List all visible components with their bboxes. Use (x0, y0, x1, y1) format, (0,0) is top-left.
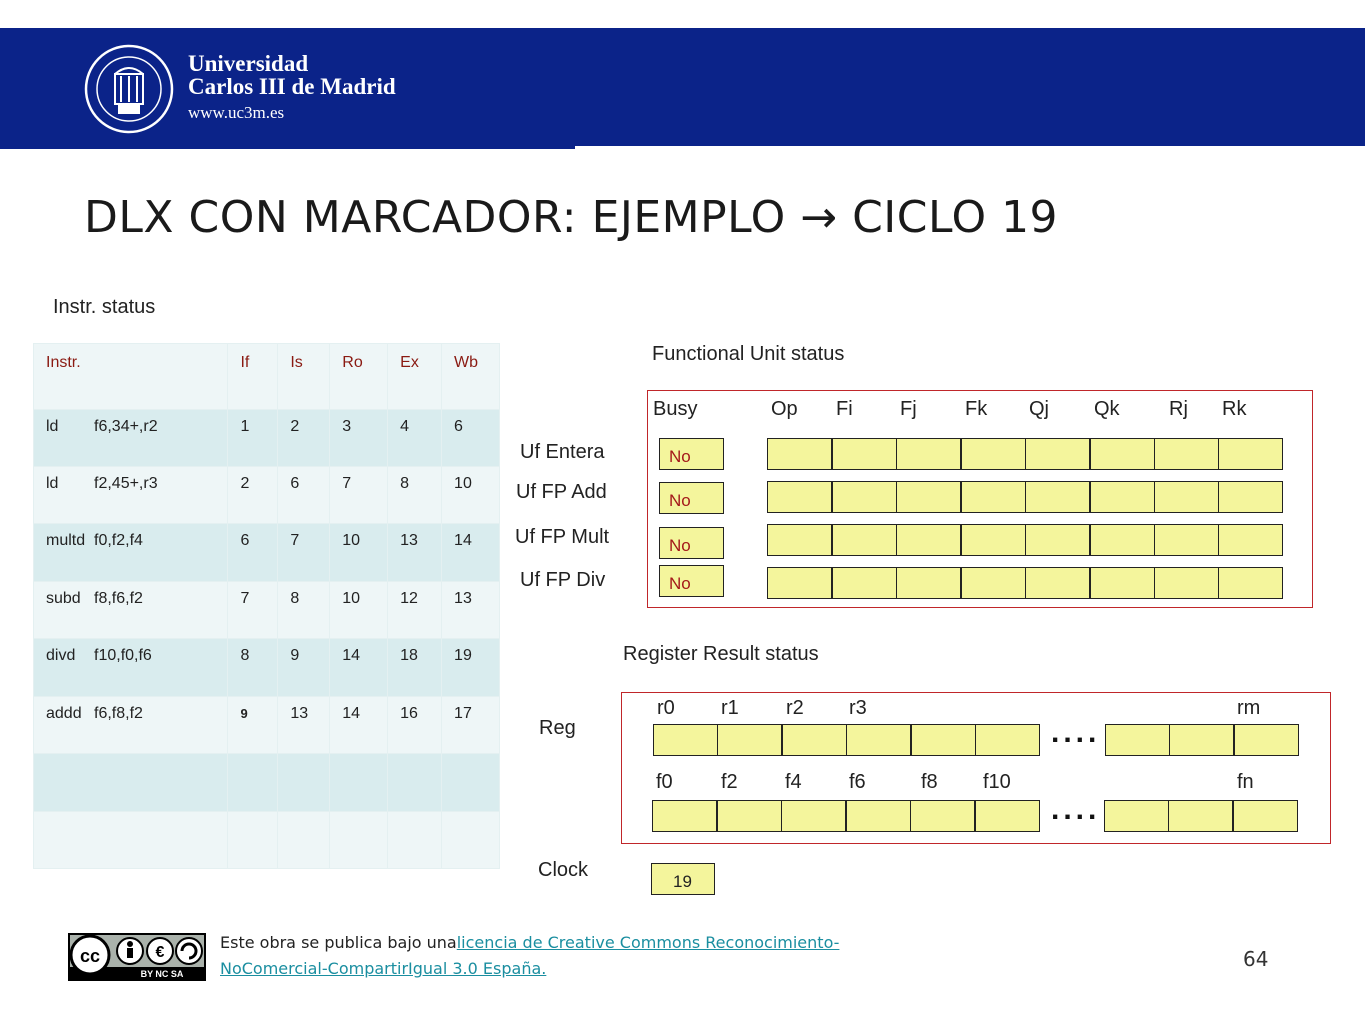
col-header-ro: Ro (330, 344, 388, 410)
reg-name-r1: r1 (721, 697, 739, 719)
fu-col-op: Op (771, 398, 798, 420)
reg-name-f2: f2 (721, 771, 738, 793)
register-cell (846, 724, 911, 756)
register-cell (1104, 800, 1169, 832)
fu-unit-fp-div-label: Uf FP Div (520, 569, 606, 591)
license-link[interactable]: licencia de Creative Commons Reconocimiento-NoComercial-CompartirIgual 3.0 España. (220, 933, 840, 978)
instr-cell (34, 409, 228, 466)
table-cell (442, 754, 500, 811)
fu-field-cell (1218, 524, 1283, 556)
fu-field-cell (1218, 438, 1283, 470)
table-cell (278, 754, 330, 811)
table-row-empty (34, 811, 500, 868)
table-cell: 3 (330, 409, 388, 466)
table-cell: 13 (278, 696, 330, 753)
fu-busy-fp-mult: No (659, 527, 724, 559)
fu-field-cell (832, 567, 897, 599)
fu-field-cell (1154, 481, 1219, 513)
table-row (34, 524, 500, 581)
register-cell (1168, 800, 1233, 832)
fu-field-cell (767, 438, 832, 470)
table-cell: 8 (388, 467, 442, 524)
table-header-row (34, 344, 500, 410)
fu-field-cell (1154, 438, 1219, 470)
table-row-empty (34, 754, 500, 811)
instr-op: addd (46, 704, 82, 722)
instr-op: multd (46, 532, 86, 550)
table-cell (388, 811, 442, 868)
table-cell: 7 (278, 524, 330, 581)
table-cell: 4 (388, 409, 442, 466)
reg-name-r2: r2 (786, 697, 804, 719)
reg-name-f4: f4 (785, 771, 802, 793)
instr-cell (34, 524, 228, 581)
fu-field-cell (1025, 481, 1090, 513)
fu-field-cell (1025, 524, 1090, 556)
table-cell: 9 (278, 639, 330, 696)
table-cell-value: 9 (240, 705, 248, 721)
fu-field-cell (1090, 481, 1155, 513)
col-header-is: Is (278, 344, 330, 410)
table-cell: 7 (330, 467, 388, 524)
slide-title: DLX CON MARCADOR: EJEMPLO → CICLO 19 (84, 192, 1059, 243)
fu-field-cell (1090, 524, 1155, 556)
instr-args: f6,f8,f2 (94, 704, 143, 722)
table-row (34, 639, 500, 696)
instr-args: f6,34+,r2 (94, 417, 158, 435)
table-cell: 10 (330, 524, 388, 581)
university-seal-icon (84, 44, 174, 134)
register-cell (1234, 724, 1299, 756)
table-row (34, 696, 500, 753)
register-cell (975, 724, 1040, 756)
fp-regs-ellipsis: .... (1051, 793, 1101, 826)
register-cell (652, 800, 717, 832)
table-cell: 16 (388, 696, 442, 753)
cc-badge-text: BY NC SA (140, 969, 184, 979)
register-cell (1105, 724, 1170, 756)
fu-field-cell (1218, 567, 1283, 599)
fu-col-fi: Fi (836, 398, 853, 420)
fu-col-fj: Fj (900, 398, 917, 420)
fu-col-busy: Busy (653, 398, 698, 420)
instr-cell (34, 639, 228, 696)
fu-field-cell (896, 524, 961, 556)
university-name-line1: Universidad (188, 51, 309, 76)
fu-col-rk: Rk (1222, 398, 1247, 420)
table-cell: 14 (442, 524, 500, 581)
table-cell (228, 696, 278, 753)
fu-unit-fp-add-label: Uf FP Add (516, 481, 607, 503)
header-divider (0, 146, 575, 149)
fu-busy-fp-div: No (659, 565, 724, 597)
table-cell (388, 754, 442, 811)
fu-field-cell (767, 567, 832, 599)
table-cell: 7 (228, 581, 278, 638)
table-cell: 10 (330, 581, 388, 638)
reg-name-rm: rm (1237, 697, 1261, 719)
fu-col-rj: Rj (1169, 398, 1188, 420)
table-cell: 19 (442, 639, 500, 696)
instr-status-label: Instr. status (53, 296, 156, 318)
table-cell: 6 (228, 524, 278, 581)
fu-field-cell (1154, 524, 1219, 556)
table-cell: 2 (228, 467, 278, 524)
reg-name-f6: f6 (849, 771, 866, 793)
table-cell: 6 (442, 409, 500, 466)
register-cell (846, 800, 911, 832)
fu-field-cell (1025, 438, 1090, 470)
instr-args: f10,f0,f6 (94, 647, 152, 665)
reg-name-r0: r0 (657, 697, 675, 719)
table-cell: 13 (442, 581, 500, 638)
fu-status-label: Functional Unit status (652, 343, 845, 365)
int-regs-ellipsis: .... (1051, 716, 1101, 749)
reg-name-f10: f10 (983, 771, 1011, 793)
fu-field-cell (961, 524, 1026, 556)
instr-cell (34, 696, 228, 753)
table-row (34, 409, 500, 466)
reg-name-f0: f0 (656, 771, 673, 793)
instr-args: f2,45+,r3 (94, 475, 158, 493)
reg-name-fn: fn (1237, 771, 1254, 793)
svg-text:€: € (155, 944, 165, 961)
fu-unit-entera-label: Uf Entera (520, 441, 605, 463)
table-cell: 13 (388, 524, 442, 581)
fu-field-cell (896, 567, 961, 599)
license-text (220, 930, 920, 982)
fu-field-cell (961, 438, 1026, 470)
creative-commons-badge-icon (68, 933, 206, 981)
table-cell: 17 (442, 696, 500, 753)
instr-op: divd (46, 647, 76, 665)
page-number: 64 (1243, 947, 1269, 971)
table-cell: 14 (330, 696, 388, 753)
fu-field-cell (1090, 438, 1155, 470)
register-cell (1169, 724, 1234, 756)
fu-field-cell (767, 524, 832, 556)
fu-unit-fp-mult-label: Uf FP Mult (515, 526, 610, 548)
university-url: www.uc3m.es (188, 103, 285, 122)
reg-name-r3: r3 (849, 697, 867, 719)
fu-col-qk: Qk (1094, 398, 1120, 420)
fu-field-cell (896, 481, 961, 513)
fu-field-cell (1218, 481, 1283, 513)
table-cell: 10 (442, 467, 500, 524)
table-cell (278, 811, 330, 868)
table-cell (34, 811, 228, 868)
fu-field-cell (767, 481, 832, 513)
table-cell: 12 (388, 581, 442, 638)
register-cell (653, 724, 718, 756)
col-header-instr: Instr. (34, 344, 228, 410)
table-cell: 1 (228, 409, 278, 466)
fu-field-cell (961, 567, 1026, 599)
table-cell (228, 811, 278, 868)
fu-col-fk: Fk (965, 398, 988, 420)
table-cell: 2 (278, 409, 330, 466)
register-cell (910, 800, 975, 832)
fu-col-qj: Qj (1029, 398, 1049, 420)
register-cell (782, 724, 847, 756)
fu-busy-entera: No (659, 438, 724, 470)
table-cell (330, 754, 388, 811)
register-cell (781, 800, 846, 832)
col-header-wb: Wb (442, 344, 500, 410)
instr-op: subd (46, 589, 81, 607)
table-cell (442, 811, 500, 868)
university-name-line2: Carlos III de Madrid (188, 74, 396, 99)
register-cell (975, 800, 1040, 832)
fu-field-cell (961, 481, 1026, 513)
fu-field-cell (832, 524, 897, 556)
fu-field-cell (1025, 567, 1090, 599)
instr-args: f0,f2,f4 (94, 532, 143, 550)
register-status-label: Register Result status (623, 643, 819, 665)
table-cell: 8 (278, 581, 330, 638)
fu-field-cell (1090, 567, 1155, 599)
instr-args: f8,f6,f2 (94, 589, 143, 607)
table-cell (34, 754, 228, 811)
table-cell (228, 754, 278, 811)
fu-field-cell (1154, 567, 1219, 599)
register-cell (717, 800, 782, 832)
instr-op: ld (46, 475, 59, 493)
clock-value: 19 (651, 863, 715, 895)
table-row (34, 581, 500, 638)
col-header-if: If (228, 344, 278, 410)
register-cell (911, 724, 976, 756)
table-cell: 8 (228, 639, 278, 696)
table-cell: 14 (330, 639, 388, 696)
reg-label: Reg (539, 717, 576, 739)
instr-op: ld (46, 417, 59, 435)
fu-field-cell (832, 438, 897, 470)
instr-status-table (33, 343, 500, 869)
fu-field-cell (832, 481, 897, 513)
svg-text:cc: cc (79, 946, 101, 966)
table-row (34, 467, 500, 524)
instr-cell (34, 467, 228, 524)
table-cell (330, 811, 388, 868)
license-prefix: Este obra se publica bajo una (220, 933, 457, 952)
clock-label: Clock (538, 859, 589, 881)
reg-name-f8: f8 (921, 771, 938, 793)
register-cell (717, 724, 782, 756)
register-cell (1233, 800, 1298, 832)
instr-cell (34, 581, 228, 638)
col-header-ex: Ex (388, 344, 442, 410)
table-cell: 6 (278, 467, 330, 524)
fu-busy-fp-add: No (659, 482, 724, 514)
fu-field-cell (896, 438, 961, 470)
table-cell: 18 (388, 639, 442, 696)
